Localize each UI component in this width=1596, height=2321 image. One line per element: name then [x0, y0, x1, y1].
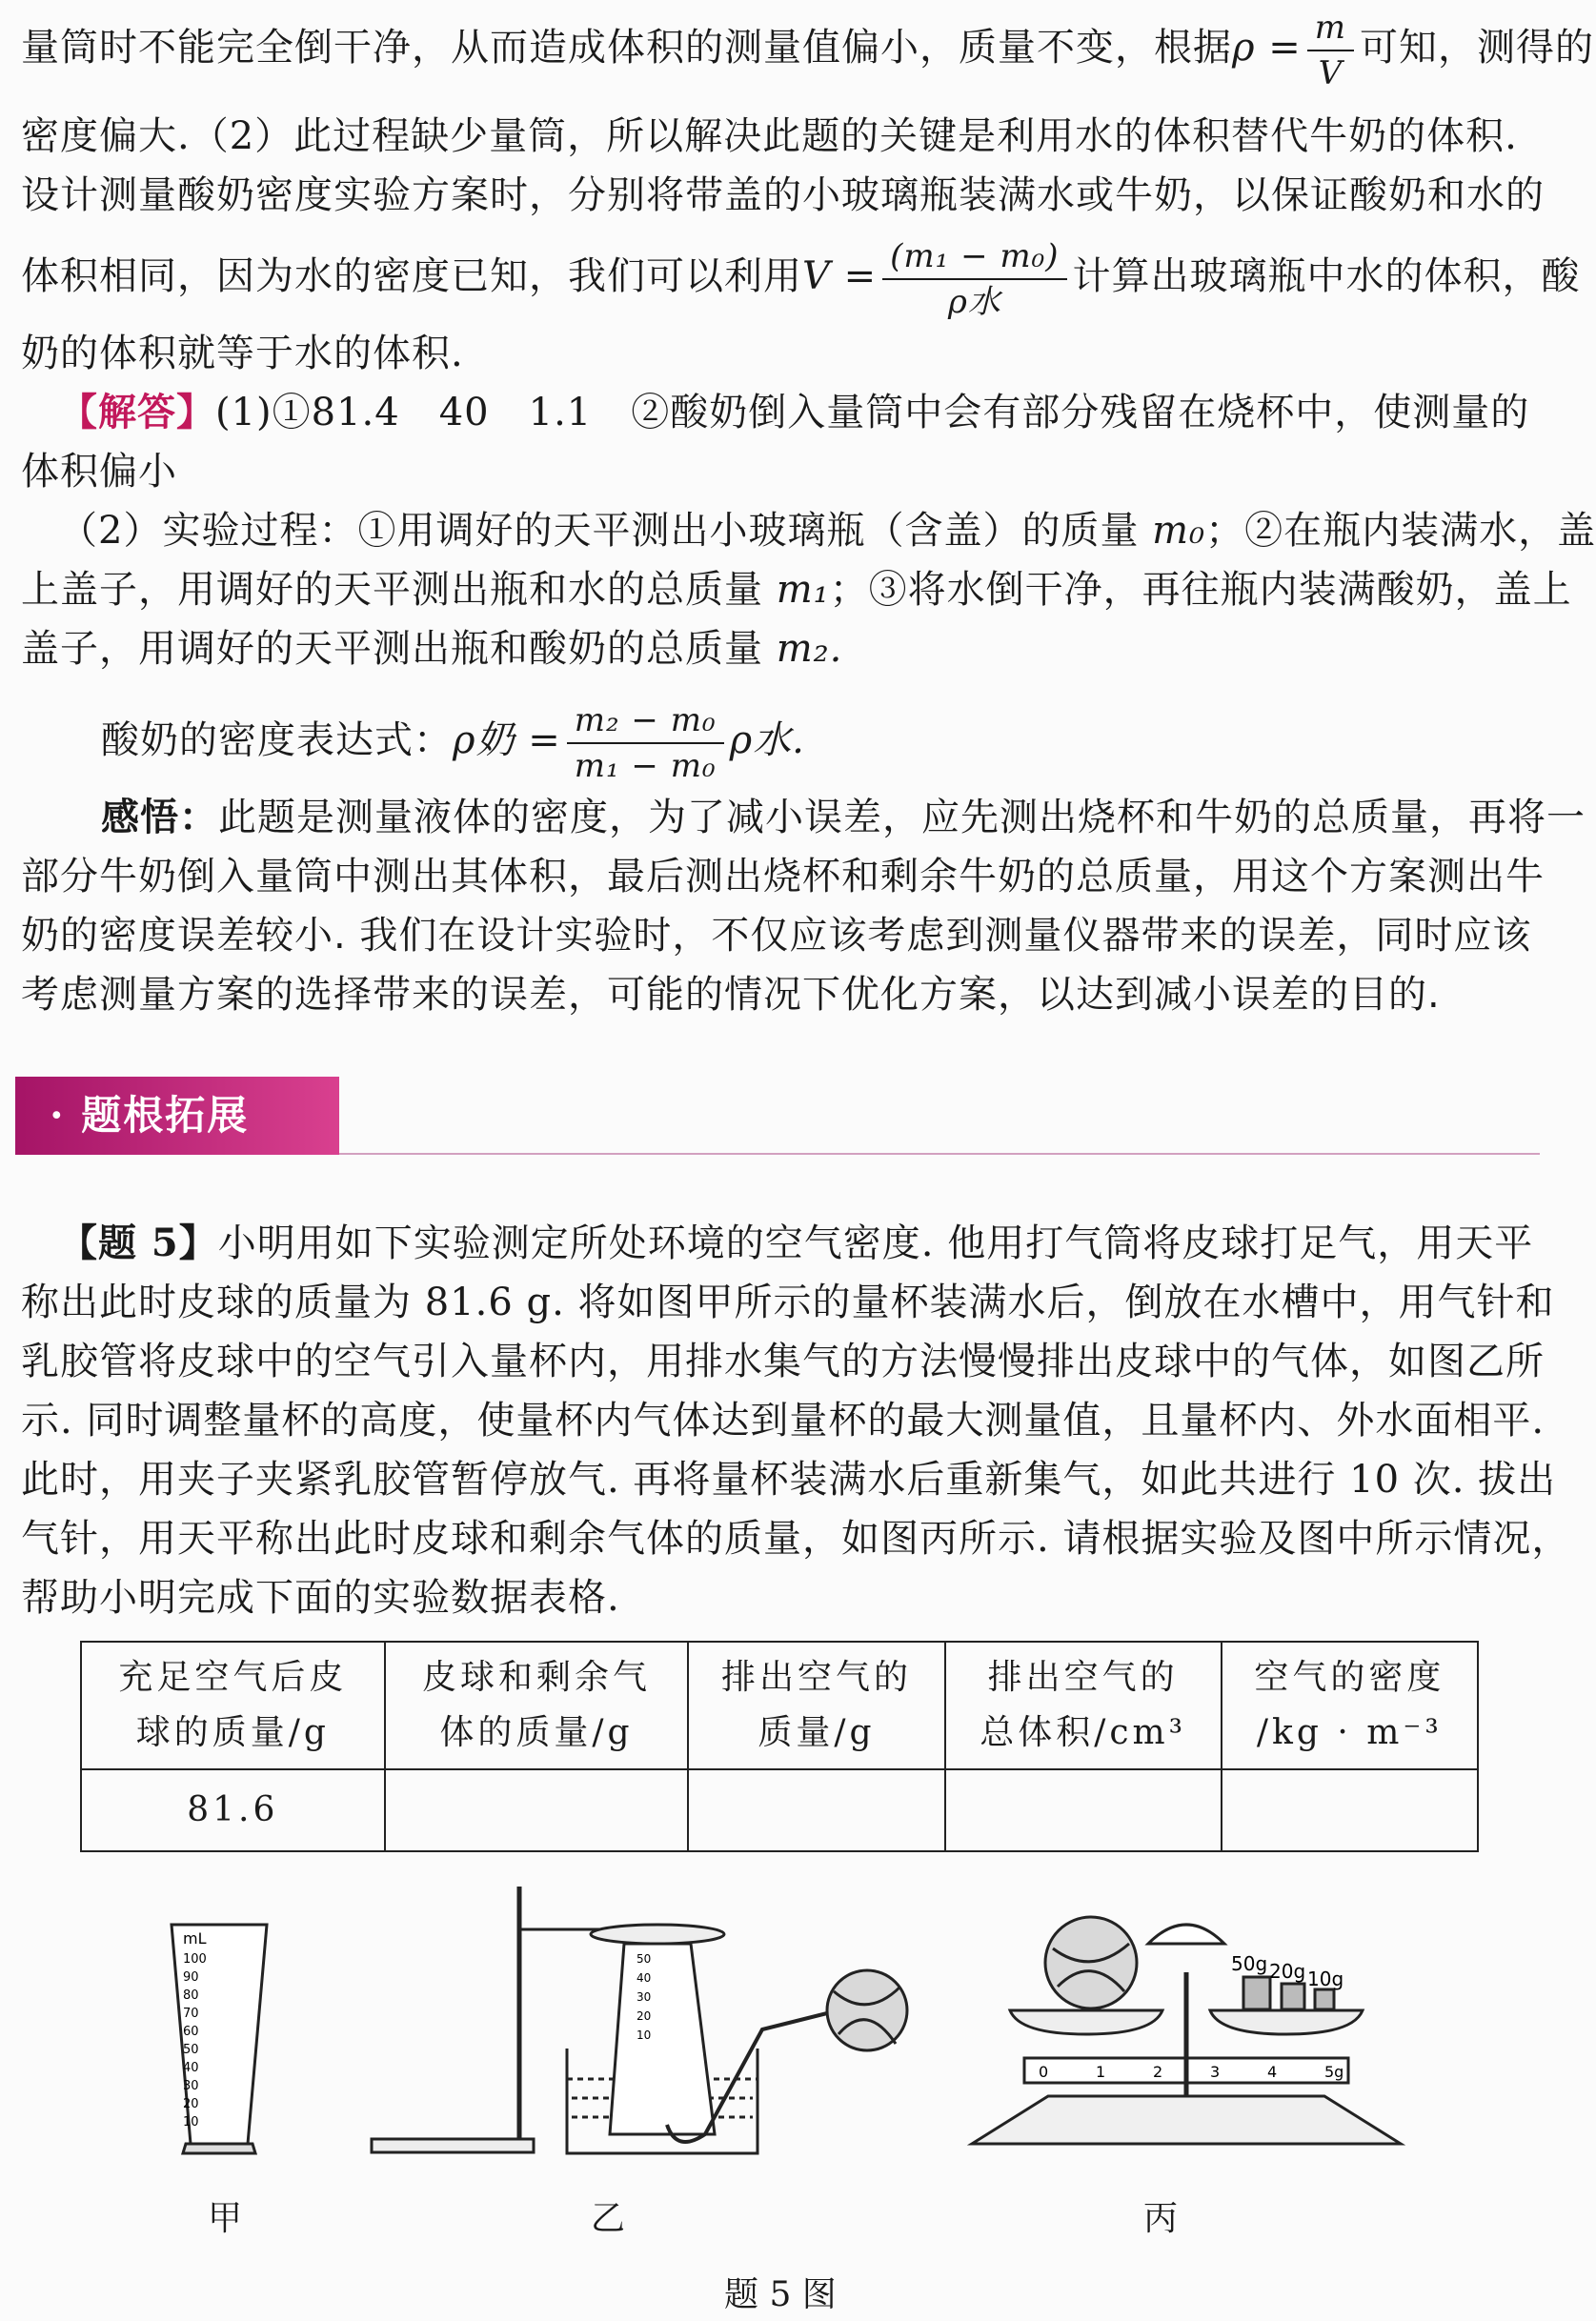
label-bing: 丙 — [1143, 2199, 1179, 2238]
data-table — [80, 1641, 1479, 1852]
cup-tick-label: 20 — [183, 2097, 199, 2111]
beaker-tick-label: 50 — [636, 1952, 652, 1966]
cup-tick-label: 100 — [183, 1952, 207, 1967]
table-header-cell: 皮球和剩余气 体的质量/g — [385, 1642, 689, 1769]
question-tag: 【题 5】 — [59, 1221, 218, 1265]
cup-tick-label: 60 — [183, 2025, 199, 2039]
text-line: 称出此时皮球的质量为 81.6 g. 将如图甲所示的量杯装满水后，倒放在水槽中，用气针和 — [21, 1281, 1555, 1324]
label-jia: 甲 — [208, 2199, 243, 2238]
table-row — [81, 1769, 1478, 1851]
table-cell[interactable] — [688, 1769, 944, 1851]
text-line: 体积偏小 — [21, 450, 177, 494]
scale-tick-label: 3 — [1210, 2063, 1221, 2081]
text-line: 示. 同时调整量杯的高度，使量杯内气体达到量杯的最大测量值，且量杯内、外水面相平. — [21, 1399, 1545, 1443]
text-line: 奶的体积就等于水的体积. — [21, 332, 464, 375]
cup-tick-label: 40 — [183, 2061, 199, 2075]
label-yi: 乙 — [591, 2199, 626, 2238]
scale-tick-label: 2 — [1153, 2063, 1163, 2081]
cup-tick-label: 90 — [183, 1970, 199, 1985]
question-line: 【题 5】小明用如下实验测定所处环境的空气密度. 他用打气筒将皮球打足气，用天平 — [59, 1221, 1534, 1265]
question-block — [21, 1214, 1571, 1627]
ball-icon — [827, 1970, 907, 2050]
text-line: 量筒时不能完全倒干净，从而造成体积的测量值偏小，质量不变，根据ρ = $\frac{m}{V}$ 可知，测得的 — [21, 6, 1545, 95]
figure-caption: 题 5 图 — [724, 2275, 837, 2314]
ball-on-balance-icon — [1045, 1917, 1137, 2008]
weight-label: 10g — [1307, 1968, 1344, 1990]
fraction-m-over-v: $\frac{m}{V}$ — [1307, 6, 1354, 95]
cup-tick-label: 10 — [183, 2115, 199, 2129]
reflection-line: 感悟：此题是测量液体的密度，为了减小误差，应先测出烧杯和牛奶的总质量，再将一 — [101, 796, 1586, 839]
text-line: 设计测量酸奶密度实验方案时，分别将带盖的小玻璃瓶装满水或牛奶，以保证酸奶和水的 — [21, 173, 1545, 217]
beaker-tick-label: 10 — [636, 2028, 652, 2042]
beaker-tick-label: 30 — [636, 1990, 652, 2004]
text-line: 气针，用天平称出此时皮球和剩余气体的质量，如图丙所示. 请根据实验及图中所示情况， — [21, 1517, 1571, 1561]
apparatus-illustration — [95, 1867, 1525, 2268]
text-line: 盖子，用调好的天平测出瓶和酸奶的总质量 m₂. — [21, 627, 843, 671]
text-line: 部分牛奶倒入量筒中测出其体积，最后测出烧杯和剩余牛奶的总质量，用这个方案测出牛 — [21, 855, 1545, 898]
cup-tick-label: 80 — [183, 1988, 199, 2003]
inverted-cup-icon — [610, 1944, 715, 2134]
reflection-tag: 感悟： — [101, 796, 218, 839]
scale-tick-label: 5g — [1324, 2063, 1344, 2081]
table-cell: 81.6 — [81, 1769, 385, 1851]
weight-label: 20g — [1269, 1960, 1306, 1983]
table-cell[interactable] — [1222, 1769, 1478, 1851]
scale-tick-label: 4 — [1267, 2063, 1278, 2081]
answer-tag: 【解答】 — [59, 390, 215, 434]
balance-icon — [972, 1925, 1401, 2144]
table-header-cell: 空气的密度 /kg · m⁻³ — [1222, 1642, 1478, 1769]
divider — [339, 1153, 1540, 1155]
table-cell[interactable] — [385, 1769, 689, 1851]
table-cell[interactable] — [945, 1769, 1222, 1851]
page-body — [21, 6, 1596, 1024]
table-header-cell: 排出空气的 质量/g — [688, 1642, 944, 1769]
weight-label: 50g — [1231, 1952, 1268, 1975]
text-line: 密度偏大.（2）此过程缺少量筒，所以解决此题的关键是利用水的体积替代牛奶的体积. — [21, 114, 1518, 158]
table-header-cell: 排出空气的 总体积/cm³ — [945, 1642, 1222, 1769]
text-line: 上盖子，用调好的天平测出瓶和水的总质量 m₁；③将水倒干净，再往瓶内装满酸奶，盖上 — [21, 568, 1572, 612]
cup-tick-label: 70 — [183, 2007, 199, 2021]
text-line: 奶的密度误差较小. 我们在设计实验时，不仅应该考虑到测量仪器带来的误差，同时应该 — [21, 914, 1532, 958]
section-banner: · 题根拓展 — [15, 1077, 339, 1155]
text-line: 此时，用夹子夹紧乳胶管暂停放气. 再将量杯装满水后重新集气，如此共进行 10 次. 拔出 — [21, 1458, 1557, 1502]
scale-tick-label: 1 — [1096, 2063, 1106, 2081]
cup-tick-label: 50 — [183, 2043, 199, 2057]
cup-tick-label: 30 — [183, 2079, 199, 2093]
answer-line: 【解答】(1)①81.4 40 1.1 ②酸奶倒入量筒中会有部分残留在烧杯中，使测量的 — [59, 390, 1530, 434]
fraction-density: $\frac{\text{m₂ − m₀}}{\text{m₁ − m₀}}$ — [567, 698, 724, 788]
text-line: 体积相同，因为水的密度已知，我们可以利用V = $\frac{\text{(m₁ − m₀)}}{\text{ρ水}}$ 计算出玻璃瓶中水的体积，酸 — [21, 234, 1545, 324]
text-line: （2）实验过程：①用调好的天平测出小玻璃瓶（含盖）的质量 m₀；②在瓶内装满水，盖 — [59, 509, 1596, 553]
text-line: 帮助小明完成下面的实验数据表格. — [21, 1576, 620, 1620]
table-header-cell: 充足空气后皮 球的质量/g — [81, 1642, 385, 1769]
beaker-tick-label: 20 — [636, 2009, 652, 2023]
fraction-volume: $\frac{\text{(m₁ − m₀)}}{\text{ρ水}}$ — [882, 234, 1066, 324]
density-expression: 酸奶的密度表达式：ρ奶 = $\frac{\text{m₂ − m₀}}{\text{m₁ − m₀}}$ ρ水. — [21, 696, 1545, 788]
scale-tick-label: 0 — [1039, 2063, 1049, 2081]
table-header-row — [81, 1642, 1478, 1769]
text-line: 考虑测量方案的选择带来的误差，可能的情况下优化方案，以达到减小误差的目的. — [21, 973, 1441, 1017]
figure-area — [95, 1867, 1525, 2306]
beaker-tick-label: 40 — [636, 1971, 652, 1985]
text-line: 乳胶管将皮球中的空气引入量杯内，用排水集气的方法慢慢排出皮球中的气体，如图乙所 — [21, 1340, 1545, 1383]
cup-unit-label: mL — [183, 1929, 207, 1948]
